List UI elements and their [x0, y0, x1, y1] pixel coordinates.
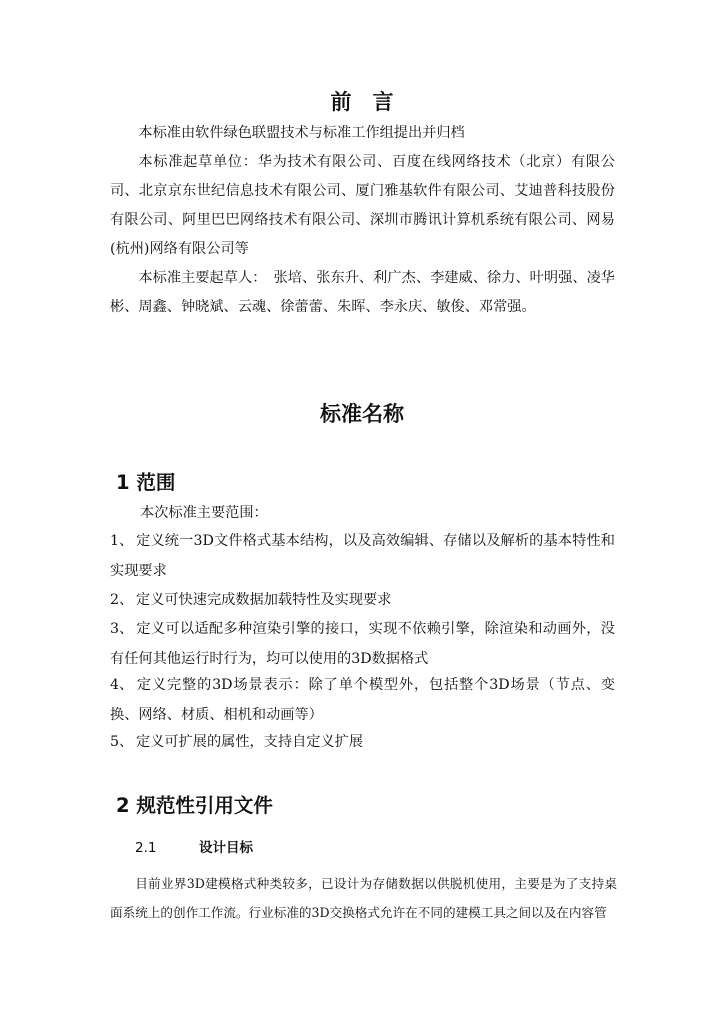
scope-item-2: [110, 586, 615, 616]
standard-name-heading: 标准名称: [320, 402, 404, 426]
preface-title: 前 言: [330, 90, 394, 114]
scope-item-5: [110, 728, 615, 758]
scope-item-number: 2、: [110, 592, 134, 608]
scope-item-text: 定义统一3D文件格式基本结构，以及高效编辑、存储以及解析的基本特性和实现要求: [110, 533, 615, 579]
subsection-2-1-heading: [135, 836, 253, 856]
scope-item-number: 5、: [110, 734, 134, 750]
scope-item-number: 1、: [110, 533, 134, 549]
section-2-heading: 2 规范性引用文件: [116, 794, 273, 817]
subsection-title: 设计目标: [199, 840, 253, 856]
scope-item-text: 定义可扩展的属性，支持自定义扩展: [136, 734, 364, 750]
preface-paragraph-organizer: 本标准由软件绿色联盟技术与标准工作组提出并归档: [138, 125, 465, 141]
scope-item-3: [110, 615, 615, 674]
scope-intro: 本次标准主要范围：: [140, 505, 268, 521]
subsection-number: 2.1: [135, 840, 157, 856]
design-goal-paragraph: 目前业界3D建模格式种类较多，已设计为存储数据以供脱机使用，主要是为了支持桌面系统上的创作工作流。行业标准的3D交换格式允许在不同的建模工具之间以及在内容管: [110, 876, 617, 920]
scope-item-number: 3、: [110, 621, 134, 637]
section-1-heading: 1 范围: [116, 471, 176, 494]
scope-item-text: 定义完整的3D场景表示：除了单个模型外，包括整个3D场景（节点、变换、网络、材质、相机和动画等）: [110, 677, 615, 723]
preface-paragraph-drafting-units: 本标准起草单位：华为技术有限公司、百度在线网络技术（北京）有限公司、北京京东世纪信息技术有限公司、厦门雅基软件有限公司、艾迪普科技股份有限公司、阿里巴巴网络技术有限公司、深圳市腾讯计算机系统有限公司、网易(杭州)网络有限公司等: [110, 154, 615, 257]
scope-item-text: 定义可以适配多种渲染引擎的接口，实现不依赖引擎，除渲染和动画外，没有任何其他运行时行为，均可以使用的3D数据格式: [110, 621, 615, 667]
scope-item-text: 定义可快速完成数据加载特性及实现要求: [136, 592, 392, 608]
scope-item-1: [110, 527, 615, 586]
scope-item-4: [110, 671, 615, 730]
preface-paragraph-drafters: 本标准主要起草人： 张培、张东升、利广杰、李建威、徐力、叶明强、凌华彬、周鑫、钟晓斌、云魂、徐蕾蕾、朱晖、李永庆、敏俊、邓常强。: [110, 270, 615, 315]
scope-item-number: 4、: [110, 677, 134, 693]
